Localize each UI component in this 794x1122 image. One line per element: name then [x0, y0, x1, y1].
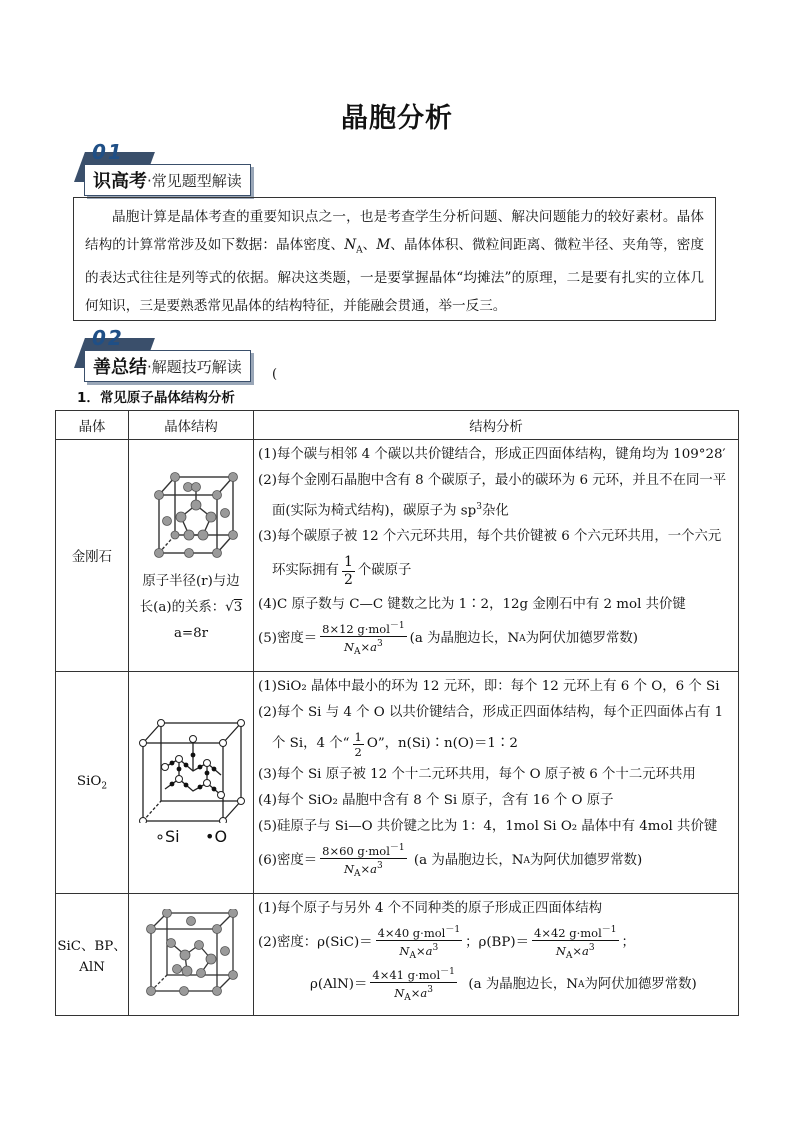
section-bold: 善总结: [93, 357, 147, 378]
analysis-text: O”，n(Si)∶n(O)＝1∶2: [366, 736, 518, 751]
radius-relation-line2: 长(a)的关系：√3: [139, 599, 243, 615]
fraction-den: 2: [354, 744, 362, 759]
section-number: 01: [92, 140, 124, 164]
sup: －1: [445, 925, 461, 936]
fraction-den: [532, 941, 619, 963]
density-fraction: [320, 619, 407, 659]
sup: －1: [601, 925, 617, 936]
header-cell: 晶体结构: [129, 411, 254, 440]
fraction-den: [376, 941, 463, 963]
analysis-text: ；ρ(BP)＝: [465, 935, 530, 950]
sub: A: [519, 634, 526, 645]
structure-cell: [129, 672, 254, 894]
bp-fraction: [532, 923, 619, 963]
fraction-den: 2: [343, 571, 353, 588]
structure-cell: [129, 440, 254, 672]
o-legend: •O: [205, 827, 228, 846]
fraction: [353, 730, 364, 759]
analysis-line: (4)C 原子数与 C—C 键数之比为 1∶2，12g 金刚石中有 2 mol 共价键: [258, 597, 686, 613]
fraction-num: [320, 841, 407, 859]
analysis-line: (2)每个金刚石晶胞中含有 8 个碳原子，最小的碳环为 6 元环，并且不在同一平: [258, 473, 727, 488]
intro-part1: 晶胞计算是晶体考查的重要知识点之一，也是考查学生分析问题、解决问题能力的较好素材。晶体结构的计算常常涉及如下数据：晶体密度、: [85, 209, 704, 253]
fraction-text: ×a: [360, 640, 378, 655]
legend: [129, 827, 253, 846]
analysis-text: 为阿伏加德罗常数): [584, 977, 697, 992]
fraction-text: N: [399, 943, 410, 958]
fraction-text: 4×42 g·mol: [534, 925, 602, 940]
stray-paren: (: [272, 367, 278, 382]
sup: 3: [432, 942, 439, 953]
header-cell: 晶体: [56, 411, 129, 440]
density-line: [258, 618, 734, 660]
section-bold: 识高考: [93, 171, 147, 192]
fraction-den: [370, 983, 457, 1005]
sub: A: [523, 856, 530, 866]
analysis-text: 环实际拥有: [272, 563, 339, 579]
sub: A: [354, 868, 361, 879]
sub: 2: [101, 781, 108, 792]
fraction-text: N: [343, 640, 355, 655]
analysis-text: 个 Si，4 个“: [272, 736, 350, 751]
diamond-structure-image: [141, 465, 241, 565]
fraction-num: [320, 619, 407, 637]
section-thin: ·常见题型解读: [147, 171, 242, 190]
radius-relation-line1: 原子半径(r)与边: [142, 573, 240, 589]
fraction-text: ×a: [572, 943, 589, 958]
analysis-line: (2)每个 Si 与 4 个 O 以共价键结合，形成正四面体结构，每个正四面体占有 1: [258, 705, 724, 720]
sup: 3: [588, 942, 595, 953]
fraction-text: ×a: [415, 943, 433, 958]
intro-na-sub: A: [356, 245, 363, 256]
fraction-num: [532, 923, 619, 941]
analysis-cell: [254, 672, 739, 894]
fraction-num: 1: [343, 553, 353, 570]
analysis-line: (3)每个 Si 原子被 12 个十二元环共用，每个 O 原子被 6 个十二元环共用: [258, 767, 696, 782]
page-title: 晶胞分析: [341, 103, 453, 134]
fraction-text: N: [555, 943, 566, 958]
density-line: [258, 964, 734, 1006]
crystal-name: [56, 894, 129, 1016]
section-number: 02: [92, 326, 124, 350]
fraction-den: [320, 637, 407, 659]
legend-text: O: [214, 827, 228, 846]
sup: 3: [377, 860, 383, 871]
sup: －1: [440, 967, 455, 978]
header-cell: 结构分析: [254, 411, 739, 440]
analysis-text: (5)密度＝: [258, 631, 318, 647]
fraction-text: N: [343, 861, 355, 876]
analysis-line: [258, 494, 734, 524]
density-line: [258, 922, 734, 964]
section-label: [84, 350, 251, 382]
analysis-text: (6)密度＝: [258, 853, 318, 868]
legend-text: Si: [164, 827, 180, 846]
radius-relation-text: 长(a)的关系：: [139, 599, 226, 615]
analysis-line: [258, 550, 734, 592]
intro-box: [73, 197, 716, 321]
fraction-text: N: [394, 985, 405, 1000]
section-header-2: [74, 326, 304, 382]
density-line: [258, 840, 734, 882]
table-header-row: [56, 411, 739, 440]
sub: A: [577, 980, 585, 990]
fraction-text: 4×41 g·mol: [372, 967, 441, 982]
intro-na: N: [344, 236, 357, 253]
table-row: [56, 440, 739, 672]
analysis-text: (2)密度：ρ(SiC)＝: [258, 935, 373, 950]
crystal-name: [56, 672, 129, 894]
crystal-table: [55, 410, 739, 1016]
sub: A: [354, 647, 361, 658]
analysis-text: ；: [621, 935, 635, 950]
crystal-name-text: SiO: [76, 773, 102, 789]
analysis-line: (1)每个原子与另外 4 个不同种类的原子形成正四面体结构: [258, 901, 602, 916]
sup: 3: [377, 639, 383, 650]
fraction-text: ×a: [410, 985, 428, 1000]
analysis-line: [258, 726, 734, 762]
sub: A: [565, 950, 573, 961]
sic-fraction: [376, 923, 463, 963]
fraction-text: 8×12 g·mol: [322, 622, 390, 637]
section-thin: ·解题技巧解读: [147, 357, 242, 376]
analysis-cell: [254, 440, 739, 672]
sub: A: [404, 992, 411, 1003]
si-legend: ∘Si: [154, 827, 180, 846]
sup: －1: [389, 621, 405, 632]
section-header-1: [74, 140, 304, 196]
analysis-line: (3)每个碳原子被 12 个六元环共用，每个共价键被 6 个六元环共用，一个六元: [258, 529, 722, 545]
analysis-cell: [254, 894, 739, 1016]
analysis-line: (1)每个碳与相邻 4 个碳以共价键结合，形成正四面体结构，键角均为 109°28′: [258, 447, 726, 462]
analysis-text: ρ(AlN)＝: [310, 977, 368, 992]
radius-relation-line3: a=8r: [173, 625, 209, 641]
analysis-line: (1)SiO₂ 晶体中最小的环为 12 元环，即：每个 12 元环上有 6 个 O，6 个 Si: [258, 679, 720, 694]
fraction-num: [370, 965, 457, 983]
fraction-den: [320, 859, 407, 881]
intro-sep: 、: [362, 236, 377, 253]
intro-m: M: [376, 236, 391, 253]
sub: A: [409, 950, 416, 961]
crystal-name: 金刚石: [56, 440, 129, 672]
analysis-text: 杂化: [481, 503, 509, 519]
analysis-line: (5)硅原子与 Si—O 共价键之比为 1：4，1mol Si O₂ 晶体中有 4mol 共价键: [258, 819, 718, 834]
analysis-line: (4)每个 SiO₂ 晶胞中含有 8 个 Si 原子，含有 16 个 O 原子: [258, 793, 614, 808]
fraction-text: 4×40 g·mol: [377, 925, 446, 940]
analysis-text: 为阿伏加德罗常数): [525, 631, 639, 647]
analysis-text: (a 为晶胞边长，N: [413, 853, 524, 868]
fraction-text: 8×60 g·mol: [322, 843, 390, 858]
analysis-text: 面(实际为椅式结构)，碳原子为 sp: [272, 503, 477, 519]
crystal-name-text: AlN: [79, 959, 105, 975]
intro-part2: 、晶体体积、微粒间距离、微粒半径、夹角等，密度的表达式往往是列等式的依据。解决这类题，一是要掌握晶体“均摊法”的原理，二是要有扎实的立体几何知识，三是要熟悉常见晶体的结构特征，并能融会贯通，举一反三。: [85, 236, 705, 314]
analysis-text: (a 为晶胞边长，N: [409, 631, 520, 647]
fraction-text: ×a: [360, 861, 378, 876]
sic-structure-image: [141, 909, 241, 997]
analysis-text: 个碳原子: [357, 563, 412, 579]
sup: －1: [389, 843, 405, 854]
aln-fraction: [370, 965, 457, 1005]
structure-cell: [129, 894, 254, 1016]
sp3-sup: 3: [476, 502, 482, 512]
table-row: [56, 894, 739, 1016]
fraction-num: 1: [354, 729, 362, 744]
sup: 3: [427, 984, 434, 995]
analysis-text: 为阿伏加德罗常数): [529, 853, 643, 868]
section-label: [84, 164, 251, 196]
fraction-num: [376, 923, 463, 941]
sio2-structure-image: [135, 719, 247, 823]
analysis-text: (a 为晶胞边长，N: [468, 977, 578, 992]
fraction: [342, 554, 355, 589]
table-row: [56, 672, 739, 894]
density-fraction: [320, 841, 407, 881]
crystal-name-text: SiC、BP、: [57, 938, 127, 954]
subheading: 1．常见原子晶体结构分析: [77, 390, 235, 406]
sqrt-value: 3: [233, 599, 243, 615]
